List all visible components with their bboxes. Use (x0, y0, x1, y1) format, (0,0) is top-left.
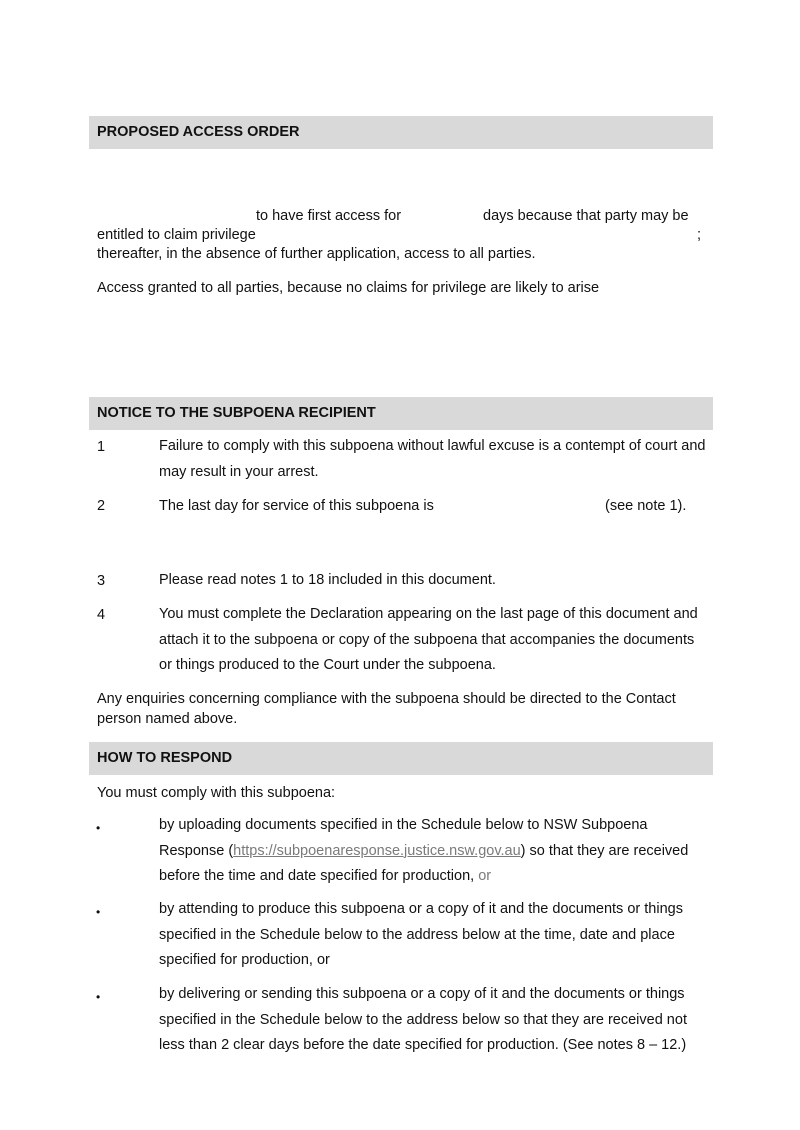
respond-option-deliver: by delivering or sending this subpoena or a copy of it and the documents or things specified in the Schedule below to the address below so that they are received not less than 2 clear days before the date specified for production. (See notes 8 – 12.) (159, 986, 687, 1053)
notice-item-text: You must complete the Declaration appearing on the last page of this document and attach it to the subpoena or copy of the subpoena that accompanies the documents or things produced to the Court under the subpoena. (159, 606, 698, 673)
respond-option-attend: by attending to produce this subpoena or a copy of it and the documents or things specified in the Schedule below to the address below at the time, date and place specified for production, or (159, 901, 683, 968)
respond-option-text: ) so that they are received before the time and date specified for production, (159, 842, 689, 884)
notice-item-text: Please read notes 1 to 18 included in this document. (159, 572, 496, 588)
enquiries-text: person named above. (97, 711, 238, 727)
access-order-text: ; (697, 227, 702, 243)
respond-option-text: by uploading documents specified in the Schedule below to NSW Subpoena Response ( (159, 817, 648, 859)
bullet-icon: • (96, 905, 101, 919)
notice-item-text: Failure to comply with this subpoena without lawful excuse is a contempt of court and may result in your arrest. (159, 438, 706, 480)
respond-intro: You must comply with this subpoena: (97, 785, 336, 801)
bullet-icon: • (96, 990, 101, 1004)
enquiries-text: Any enquiries concerning compliance with the subpoena should be directed to the Contact (97, 691, 676, 707)
notice-item-text: The last day for service of this subpoena is (159, 498, 434, 514)
subpoena-response-link[interactable]: https://subpoenaresponse.justice.nsw.gov.au (233, 842, 521, 859)
respond-option-or: or (478, 868, 492, 884)
notice-item-number: 2 (97, 498, 106, 514)
section-heading-how-to-respond: HOW TO RESPOND (89, 742, 713, 775)
notice-item-number: 3 (97, 573, 106, 589)
bullet-icon: • (96, 821, 101, 835)
respond-option-upload (159, 813, 709, 890)
access-order-text: thereafter, in the absence of further application, access to all parties. (97, 246, 536, 262)
notice-item-note: (see note 1). (605, 498, 687, 514)
notice-item-number: 1 (97, 439, 106, 455)
section-heading-notice: NOTICE TO THE SUBPOENA RECIPIENT (89, 397, 713, 430)
access-order-text: entitled to claim privilege (97, 227, 256, 243)
access-order-text: to have first access for (256, 208, 402, 224)
access-order-text: days because that party may be (483, 208, 689, 224)
access-order-all-parties: Access granted to all parties, because no claims for privilege are likely to arise (97, 280, 600, 296)
notice-item-number: 4 (97, 607, 106, 623)
section-heading-access-order: PROPOSED ACCESS ORDER (89, 116, 713, 149)
